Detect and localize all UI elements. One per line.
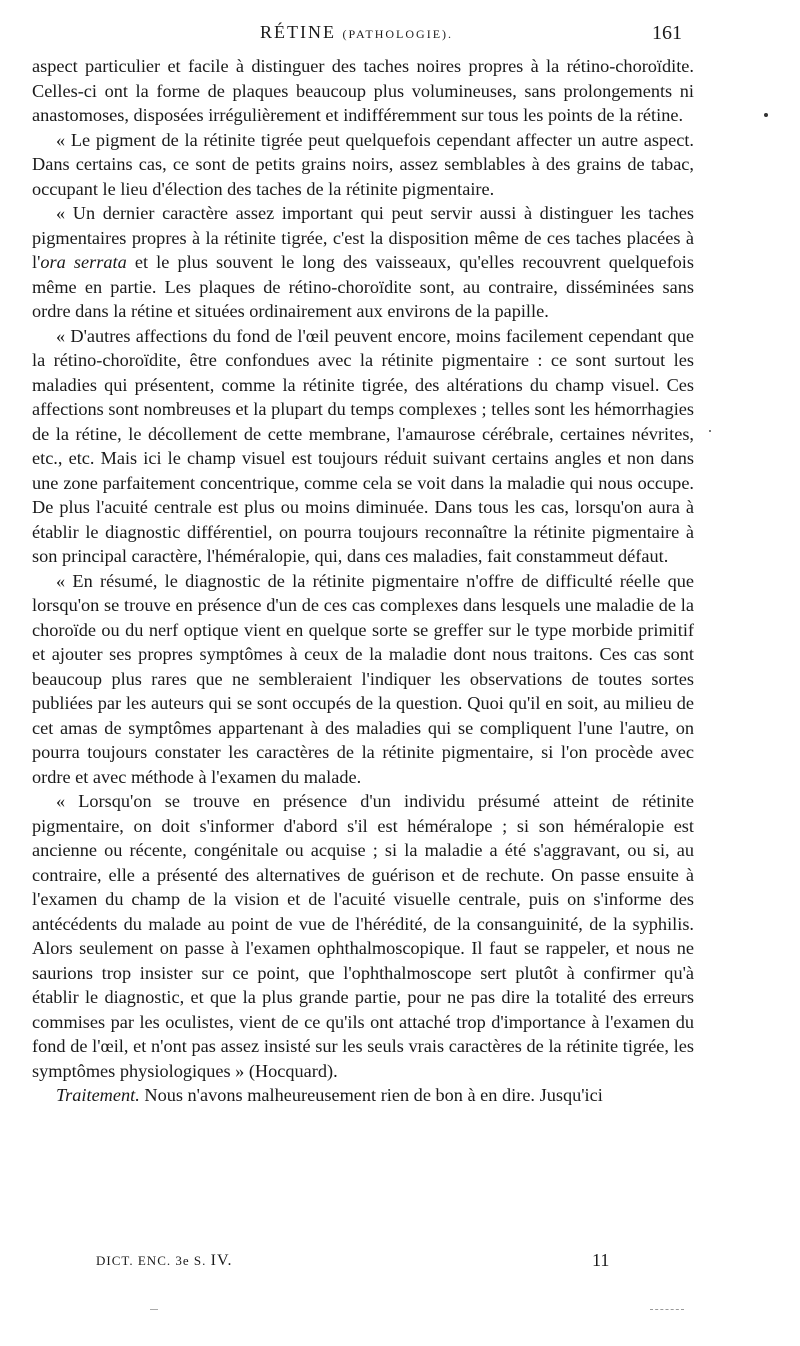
signature-mark: 11 [592, 1250, 610, 1270]
running-title-subtitle: (PATHOLOGIE). [342, 27, 454, 41]
paragraph-traitement [32, 1083, 694, 1108]
footer-reference [96, 1252, 232, 1270]
body-text [32, 54, 694, 1108]
paragraph-ora-serrata [32, 201, 694, 324]
page-footer [0, 1250, 800, 1274]
term-ora-serrata: ora serrata [40, 252, 127, 272]
running-title [260, 22, 453, 43]
heading-traitement: Traitement. [56, 1085, 140, 1105]
running-title-main: RÉTINE [260, 22, 336, 42]
running-head [0, 22, 800, 52]
paragraph-pigment: « Le pigment de la rétinite tigrée peut quelquefois cependant affecter un autre aspect. Dans certains cas, ce sont de petits grains noirs, assez semblables à des grains de tabac, occupant le lieu d'élection des taches de la rétinite pigmentaire. [32, 129, 694, 199]
paragraph-examination: « Lorsqu'on se trouve en présence d'un individu présumé atteint de rétinite pigmentaire, on doit s'informer d'abord s'il est héméralope ; si son héméralopie est ancienne ou récente, congénitale ou acquise ; si la maladie a été s'aggravant, ou si, au contraire, elle a présenté des alternatives de guérison et de rechute. On passe ensuite à l'examen du champ de la vision et de l'acuité visuelle centrale, puis on s'informe des antécédents du malade au point de vue de l'hérédité, de la consanguinité, de la syphilis. Alors seulement on passe à l'examen ophthalmoscopique. Il faut se rappeler, et nous ne saurions trop insister sur ce point, que l'ophthalmoscope sert plutôt à confirmer qu'à établir le diagnostic, et que la plus grande partie, pour ne pas dire la totalité des erreurs commises par les oculistes, vient de ce qu'ils ont attaché trop d'importance à l'examen du fond de l'œil, et n'ont pas assez insisté sur les seuls vrais caractères de la rétinite tigrée, les symptômes physiologiques » (Hocquard). [32, 791, 694, 1081]
page-number: 161 [652, 22, 682, 44]
paragraph-ora-after: et le plus souvent le long des vaisseaux, qu'elles recouvrent quelquefois même en partie. Les plaques de rétino-choroïdite sont, au contraire, disséminées sans ordre dans la rétine et situées ordinairement aux environs de la papille. [32, 252, 694, 321]
ink-speck-small [709, 430, 711, 432]
ink-speck [764, 113, 768, 117]
paragraph-other-affections: « D'autres affections du fond de l'œil peuvent encore, moins facilement cependant que la rétino-choroïdite, être confondues avec la rétinite pigmentaire : ce sont surtout les maladies qui présentent, comme la rétinite tigrée, des altérations du champ visuel. Ces affections sont nombreuses et la plupart du temps complexes ; telles sont les hémorrhagies de la rétine, le décollement de cette membrane, l'amaurose cérébrale, certaines névrites, etc., etc. Mais ici le champ visuel est toujours réduit suivant certains angles et non dans une zone parfaitement concentrique, comme cela se voit dans la maladie qui nous occupe. De plus l'acuité centrale est plus ou moins diminuée. Dans tous les cas, lorsqu'on aura à établir le diagnostic différentiel, on pourra toujours reconnaître la rétinite pigmentaire à son principal caractère, l'héméralopie, qui, dans ces maladies, fait constammeut défaut. [32, 325, 694, 566]
footer-volume: IV. [210, 1252, 233, 1269]
bottom-mark-left [150, 1309, 158, 1310]
paragraph-ora-before: « Un dernier caractère assez important qui peut servir aussi à distinguer les taches pigmentaires propres à la rétinite tigrée, c'est la disposition même de ces taches placées à l' [32, 203, 694, 272]
paragraph-resume: « En résumé, le diagnostic de la rétinite pigmentaire n'offre de difficulté réelle que lorsqu'on se trouve en présence d'un de ces cas complexes dans lesquels une maladie de la choroïde ou du nerf optique vient en quelque sorte se greffer sur le type morbide primitif et ajouter ses propres symptômes à ceux de la maladie dont nous traitons. Ces cas sont beaucoup plus rares que ne sembleraient l'indiquer les observations de toutes sortes publiées par les auteurs qui se sont occupés de la question. Quoi qu'il en soit, au milieu de cet amas de symptômes appartenant à des maladies qui se compliquent l'une l'autre, on pourra toujours constater les caractères de la rétinite pigmentaire, si l'on procède avec ordre et avec méthode à l'examen du malade. [32, 570, 694, 787]
paragraph-traitement-text: Nous n'avons malheureusement rien de bon à en dire. Jusqu'ici [139, 1085, 603, 1105]
bottom-mark-right [650, 1309, 684, 1310]
paragraph-continuation: aspect particulier et facile à distinguer des taches noires propres à la rétino-choroïdite. Celles-ci ont la forme de plaques beaucoup plus volumineuses, sans prolongements ni anastomoses, disposées irrégulièrement et indifféremment sur tous les points de la rétine. [32, 56, 694, 125]
footer-abbrev: DICT. ENC. 3e S. [96, 1253, 207, 1268]
